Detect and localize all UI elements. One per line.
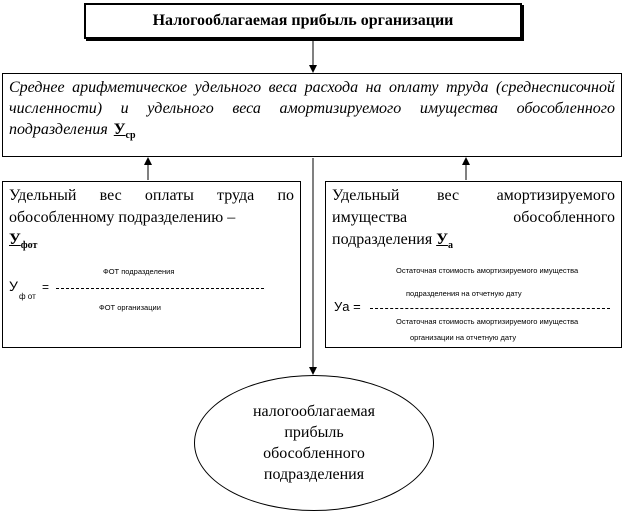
labor-share-symbol: $У_{фот}$ bbox=[9, 231, 38, 252]
property-share-box bbox=[325, 181, 622, 348]
labor-formula-lhs: У bbox=[9, 278, 18, 294]
labor-share-heading: Удельный вес оплаты труда по обособленному подразделению – $У_{фот}$ bbox=[9, 187, 294, 252]
property-numerator-line1: Остаточная стоимость амортизируемого имущества bbox=[396, 266, 579, 275]
title-box bbox=[84, 3, 522, 39]
property-denominator-line1: Остаточная стоимость амортизируемого имущества bbox=[396, 317, 579, 326]
property-fraction-line bbox=[370, 308, 610, 309]
labor-fraction-line bbox=[56, 288, 264, 289]
average-share-symbol: $У_{ср}$ bbox=[113, 121, 136, 142]
average-share-box bbox=[2, 73, 622, 157]
labor-numerator: ФОТ подразделения bbox=[103, 267, 175, 276]
property-numerator-line2: подразделения на отчетную дату bbox=[406, 289, 522, 298]
labor-formula-lhs-sub: ф от bbox=[19, 292, 36, 301]
average-share-text: Среднее арифметическое удельного веса расхода на оплату труда (среднесписочной численности) и удельного веса амортизируемого имущества обособленного подразделения bbox=[9, 79, 615, 138]
result-ellipse bbox=[194, 375, 434, 511]
property-denominator-line2: организации на отчетную дату bbox=[410, 333, 517, 342]
property-share-heading: Удельный вес амортизируемого имущества обособленного подразделения $У_а$ bbox=[332, 187, 615, 252]
property-formula-lhs: Уа = bbox=[334, 299, 361, 314]
labor-denominator: ФОТ организации bbox=[99, 303, 161, 312]
labor-share-box bbox=[2, 181, 301, 348]
title-text: Налогооблагаемая прибыль организации bbox=[152, 12, 454, 29]
labor-formula-eq: = bbox=[42, 280, 50, 294]
result-text: налогооблагаемая прибыль обособленного подразделения bbox=[252, 403, 376, 483]
property-share-symbol: $У_а$ bbox=[436, 231, 453, 252]
